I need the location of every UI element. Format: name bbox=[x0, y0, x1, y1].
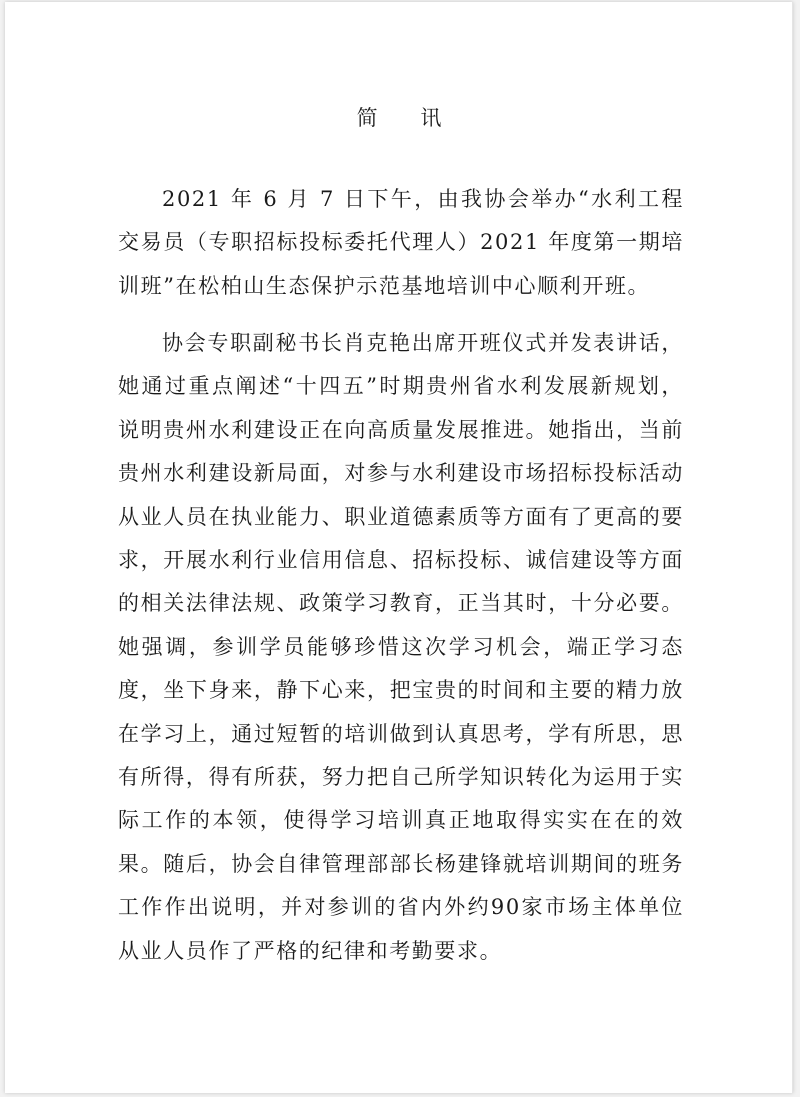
document-title: 简 讯 bbox=[356, 106, 460, 130]
document-page bbox=[5, 2, 793, 1093]
page-edge-divider bbox=[792, 2, 793, 1093]
paragraph-opening: 2021 年 6 月 7 日下午，由我协会举办“水利工程交易员（专职招标投标委托代理人）2021 年度第一期培训班”在松柏山生态保护示范基地培训中心顺利开班。 bbox=[118, 187, 684, 298]
paragraph-speech: 协会专职副秘书长肖克艳出席开班仪式并发表讲话，她通过重点阐述“十四五”时期贵州省水利发展新规划，说明贵州水利建设正在向高质量发展推进。她指出，当前贵州水利建设新局面，对参与水利建设市场招标投标活动从业人员在执业能力、职业道德素质等方面有了更高的要求，开展水利行业信用信息、招标投标、诚信建设等方面的相关法律法规、政策学习教育，正当其时，十分必要。她强调，参训学员能够珍惜这次学习机会，端正学习态度，坐下身来，静下心来，把宝贵的时间和主要的精力放在学习上，通过短暂的培训做到认真思考，学有所思，思有所得，得有所获，努力把自己所学知识转化为运用于实际工作的本领，使得学习培训真正地取得实实在在的效果。随后，协会自律管理部部长杨建锋就培训期间的班务工作作出说明，并对参训的省内外约90家市场主体单位从业人员作了严格的纪律和考勤要求。 bbox=[118, 331, 684, 963]
